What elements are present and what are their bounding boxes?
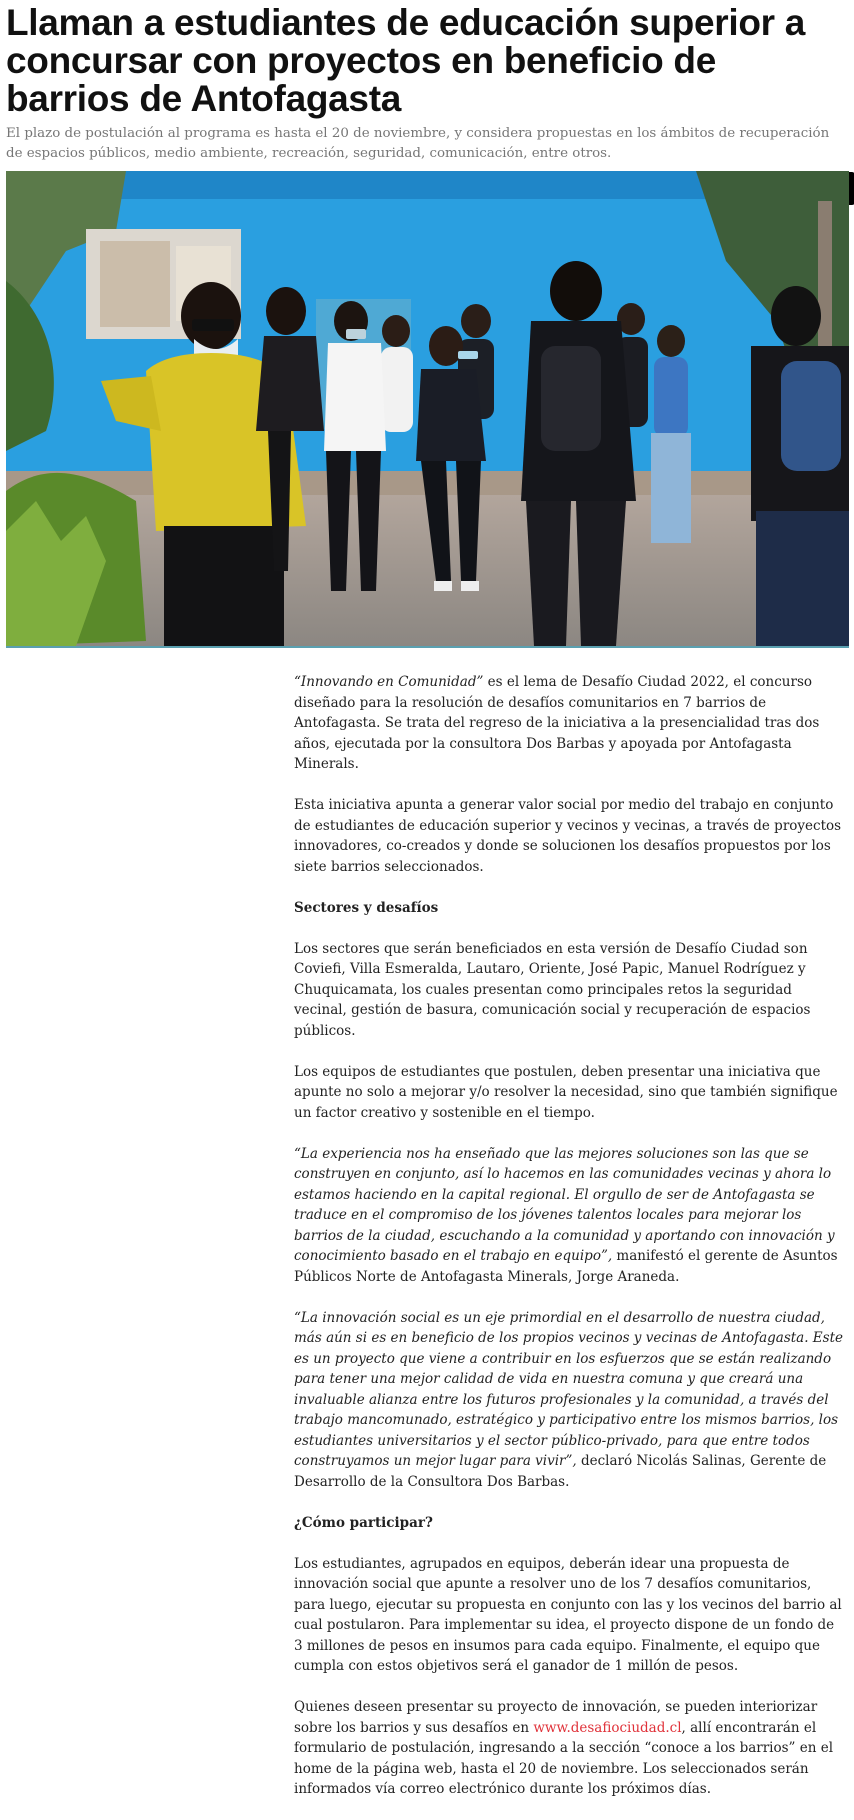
paragraph-text: manifestó el gerente de Asuntos Públicos Norte de Antofagasta Minerals, Jorge Araneda. (294, 1248, 838, 1285)
quote-text: “Innovando en Comunidad” (294, 674, 484, 690)
paragraph (294, 672, 846, 775)
quote-text: “La innovación social es un eje primordial en el desarrollo de nuestra ciudad, más aún si es en beneficio de los propios vecinos y vecinas de Antofagasta. Este es un proyecto que viene a contribuir en los esfuerzos que se están realizando para tener una mejor calidad de vida en nuestra comuna y que creará una invaluable alianza entre los futuros profesionales y la comunidad, a través del trabajo mancomunado, estratégico y participativo entre los mismos barrios, los estudiantes universitarios y el sector público-privado, para que entre todos construyamos un mejor lugar para vivir”, (294, 1309, 843, 1469)
paragraph-text: Quienes deseen presentar su proyecto de innovación, se pueden interiorizar sobre los barrios y sus desafíos en (294, 1699, 818, 1736)
desafio-ciudad-link[interactable]: www.desafiociudad.cl (533, 1719, 682, 1736)
featured-image (6, 171, 849, 648)
paragraph: Los sectores que serán beneficiados en esta versión de Desafío Ciudad son Coviefi, Villa Esmeralda, Lautaro, Oriente, José Papic, Manuel Rodríguez y Chuquicamata, los cuales presentan como principales retos la seguridad vecinal, gestión de basura, comunicación social y recuperación de espacios públicos. (294, 940, 811, 1039)
paragraph-text: declaró Nicolás Salinas, Gerente de Desarrollo de la Consultora Dos Barbas. (294, 1453, 827, 1490)
article-subtitle: El plazo de postulación al programa es hasta el 20 de noviembre, y considera propuestas en los ámbitos de recuperación de espacios públicos, medio ambiente, recreación, seguridad, comunicación, entre otros. (6, 126, 830, 161)
section-heading: Sectores y desafíos (294, 899, 439, 916)
paragraph (294, 1697, 846, 1800)
paragraph (294, 1144, 846, 1288)
paragraph (294, 1308, 846, 1493)
paragraph: Los equipos de estudiantes que postulen, deben presentar una iniciativa que apunte no solo a mejorar y/o resolver la necesidad, sino que también signifique un factor creativo y sostenible en el tiempo. (294, 1063, 838, 1121)
article-body (294, 672, 846, 1820)
quote-text: “La experiencia nos ha enseñado que las mejores soluciones son las que se construyen en conjunto, así lo hacemos en las comunidades vecinas y ahora lo estamos haciendo en la capital regional. El orgullo de ser de Antofagasta se traduce en el compromiso de los jóvenes talentos locales para mejorar los barrios de la ciudad, escuchando a la comunidad y aportando con innovación y conocimiento basado en el trabajo en equipo”, (294, 1145, 835, 1264)
paragraph-text: , allí encontrarán el formulario de postulación, ingresando a la sección “conoce a los barrios” en el home de la página web, hasta el 20 de noviembre. Los seleccionados serán informados vía correo electrónico durante los próximos días. (294, 1719, 834, 1797)
paragraph: Los estudiantes, agrupados en equipos, deberán idear una propuesta de innovación social que apunte a resolver uno de los 7 desafíos comunitarios, para luego, ejecutar su propuesta en conjunto con las y los vecinos del barrio al cual postularon. Para implementar su idea, el proyecto dispone de un fondo de 3 millones de pesos en insumos para cada equipo. Finalmente, el equipo que cumpla con estos objetivos será el ganador de 1 millón de pesos. (294, 1555, 842, 1674)
paragraph-text: es el lema de Desafío Ciudad 2022, el concurso diseñado para la resolución de desafíos comunitarios en 7 barrios de Antofagasta. Se trata del regreso de la iniciativa a la presencialidad tras dos años, ejecutada por la consultora Dos Barbas y apoyada por Antofagasta Minerals. (294, 674, 820, 772)
students-walking-photo (6, 171, 849, 646)
paragraph: Esta iniciativa apunta a generar valor social por medio del trabajo en conjunto de estudiantes de educación superior y vecinos y vecinas, a través de proyectos innovadores, co-creados y donde se solucionen los desafíos propuestos por los siete barrios seleccionados. (294, 797, 842, 875)
section-heading: ¿Cómo participar? (294, 1514, 433, 1531)
article-title: Llaman a estudiantes de educación superior a concursar con proyectos en beneficio de barrios de Antofagasta (6, 2, 805, 119)
